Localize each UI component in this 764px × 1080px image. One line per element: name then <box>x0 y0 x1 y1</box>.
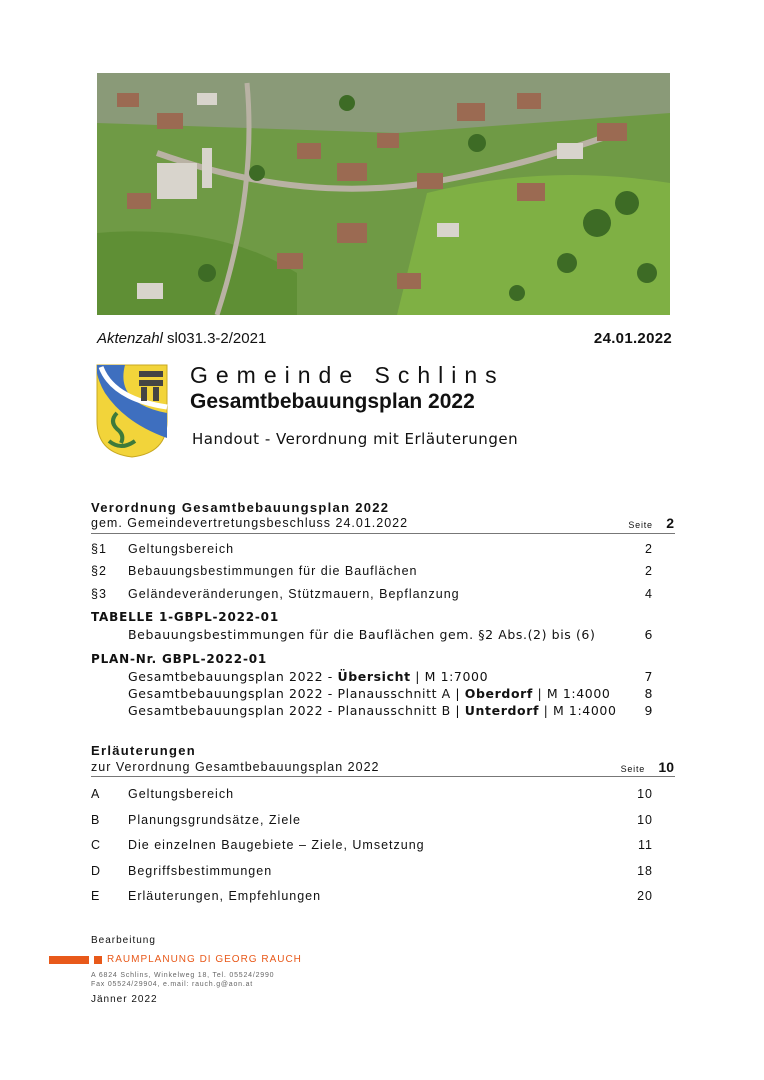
seite-label: Seite <box>620 764 646 774</box>
seite-number: 10 <box>658 759 674 775</box>
toc-row[interactable] <box>128 627 653 645</box>
toc-row[interactable] <box>91 838 653 856</box>
aktenzahl-value: sl031.3-2/2021 <box>167 330 267 347</box>
verordnung-title: Verordnung Gesamtbebauungsplan 2022 <box>91 500 390 515</box>
municipality-name: Gemeinde Schlins <box>190 362 505 388</box>
toc-row[interactable] <box>91 813 653 831</box>
toc-num: §2 <box>91 564 107 578</box>
toc-text: Erläuterungen, Empfehlungen <box>128 889 322 903</box>
toc-row[interactable] <box>91 542 653 560</box>
toc-row[interactable] <box>91 564 653 582</box>
toc-row[interactable] <box>91 889 653 907</box>
toc-num: §3 <box>91 587 107 601</box>
toc-text: Begriffsbestimmungen <box>128 864 273 878</box>
toc-text-bold: Übersicht <box>337 669 411 684</box>
coat-of-arms-icon <box>95 363 169 459</box>
address-line: A 6824 Schlins, Winkelweg 18, Tel. 05524/2990 <box>91 972 275 979</box>
toc-text-bold: Oberdorf <box>464 686 533 701</box>
toc-text: Gesamtbebauungsplan 2022 - Planausschnitt B | <box>128 703 465 718</box>
seite-label: Seite <box>628 520 653 530</box>
toc-row[interactable] <box>128 669 653 687</box>
toc-text: Die einzelnen Baugebiete – Ziele, Umsetzung <box>128 838 425 852</box>
toc-page: 8 <box>644 686 653 701</box>
aktenzahl-label: Aktenzahl <box>97 330 163 347</box>
toc-text-bold: Unterdorf <box>464 703 540 718</box>
toc-page: 4 <box>645 587 653 601</box>
toc-num: D <box>91 864 102 878</box>
firm-logo-square-icon <box>94 956 102 964</box>
toc-text: Geltungsbereich <box>128 542 235 556</box>
toc-row[interactable] <box>128 686 653 704</box>
plan-heading: PLAN-Nr. GBPL-2022-01 <box>91 652 268 666</box>
toc-page: 7 <box>644 669 653 684</box>
erlaeuterungen-seite <box>621 759 674 777</box>
toc-page: 20 <box>637 889 653 903</box>
address-line: Fax 05524/29904, e.mail: rauch.g@aon.at <box>91 981 254 988</box>
toc-num: A <box>91 787 101 801</box>
firm-logo-bar-icon <box>49 956 89 964</box>
toc-num: E <box>91 889 101 903</box>
footer-date: Jänner 2022 <box>91 994 158 1005</box>
toc-page: 10 <box>637 787 653 801</box>
divider <box>91 776 675 777</box>
toc-text: Geländeveränderungen, Stützmauern, Bepflanzung <box>128 587 460 601</box>
toc-text: Bebauungsbestimmungen für die Bauflächen gem. §2 Abs.(2) bis (6) <box>128 627 596 642</box>
toc-text: Geltungsbereich <box>128 787 235 801</box>
toc-text: | M 1:7000 <box>410 669 489 684</box>
toc-text: Gesamtbebauungsplan 2022 - Planausschnitt A | <box>128 686 465 701</box>
toc-row[interactable] <box>91 587 653 605</box>
toc-page: 10 <box>637 813 653 827</box>
toc-num: §1 <box>91 542 107 556</box>
toc-page: 2 <box>645 564 653 578</box>
firm-name: RAUMPLANUNG DI GEORG RAUCH <box>107 954 302 965</box>
toc-page: 2 <box>645 542 653 556</box>
toc-row[interactable] <box>91 787 653 805</box>
toc-page: 11 <box>638 838 653 852</box>
erlaeuterungen-title: Erläuterungen <box>91 743 197 758</box>
toc-num: C <box>91 838 102 852</box>
firm-address <box>91 971 274 989</box>
toc-page: 18 <box>637 864 653 878</box>
toc-page: 6 <box>644 627 653 642</box>
toc-text: | M 1:4000 <box>539 703 617 718</box>
verordnung-seite <box>628 515 674 533</box>
document-date: 24.01.2022 <box>593 330 672 347</box>
toc-num: B <box>91 813 101 827</box>
verordnung-subtitle: gem. Gemeindevertretungsbeschluss 24.01.2022 <box>91 516 409 530</box>
toc-row[interactable] <box>91 864 653 882</box>
erlaeuterungen-subtitle: zur Verordnung Gesamtbebauungsplan 2022 <box>91 760 380 774</box>
toc-text: Planungsgrundsätze, Ziele <box>128 813 302 827</box>
page-title: Gesamtbebauungsplan 2022 <box>190 390 475 413</box>
subtitle: Handout - Verordnung mit Erläuterungen <box>192 430 519 448</box>
toc-text: Bebauungsbestimmungen für die Bauflächen <box>128 564 418 578</box>
aktenzahl <box>97 330 266 347</box>
toc-row[interactable] <box>128 703 653 721</box>
seite-number: 2 <box>666 515 674 531</box>
divider <box>91 533 675 534</box>
toc-text: | M 1:4000 <box>532 686 611 701</box>
aerial-village-photo <box>97 73 670 315</box>
toc-text: Gesamtbebauungsplan 2022 - <box>128 669 338 684</box>
bearbeitung-label: Bearbeitung <box>91 935 156 946</box>
toc-page: 9 <box>644 703 653 718</box>
tabelle-heading: TABELLE 1-GBPL-2022-01 <box>91 610 279 624</box>
